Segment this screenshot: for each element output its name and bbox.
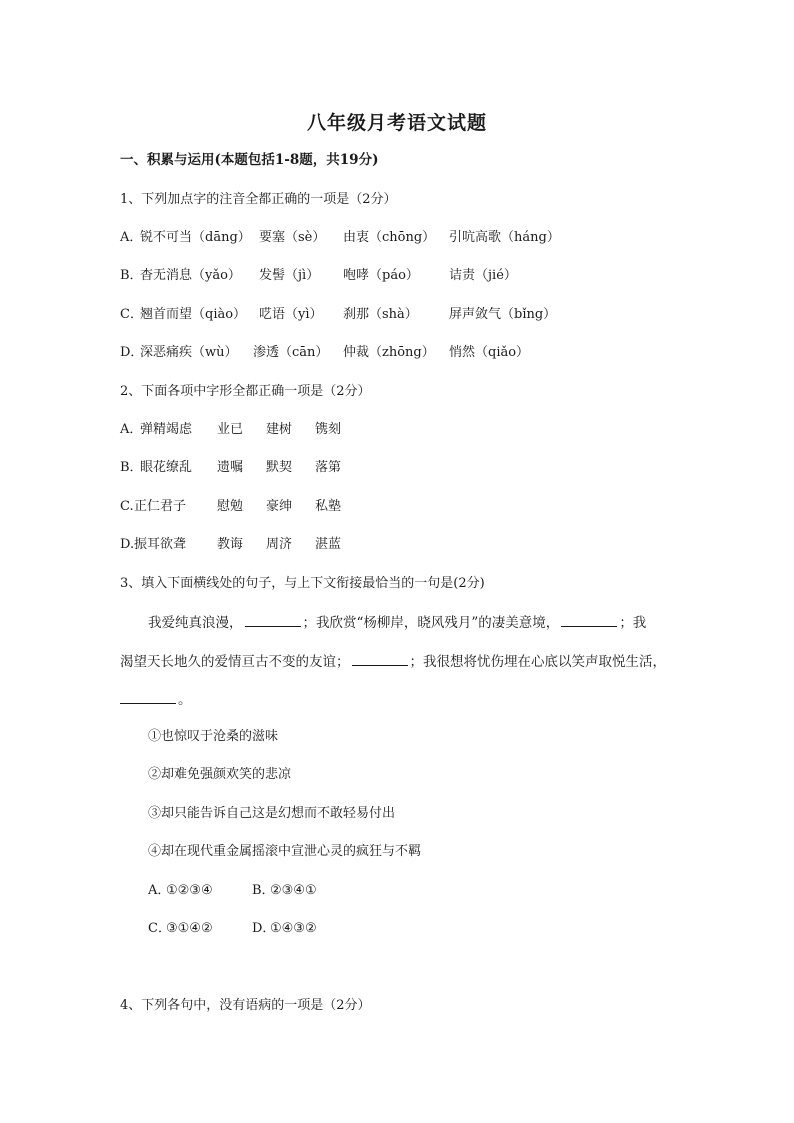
passage-text: ；我欣赏“杨柳岸，晓风残月”的凄美意境， bbox=[302, 615, 560, 631]
option-item: 咆哮（páo） bbox=[343, 268, 419, 283]
option-item: 建树 bbox=[266, 422, 293, 437]
fill-blank-4[interactable] bbox=[120, 690, 176, 704]
option-item: 呓语（yì） bbox=[259, 307, 323, 322]
option-label: A． bbox=[120, 422, 143, 437]
option-item: 渗透（cān） bbox=[253, 345, 329, 360]
option-item: 发髻（jì） bbox=[259, 268, 320, 283]
fill-blank-1[interactable] bbox=[245, 613, 301, 627]
fill-blank-2[interactable] bbox=[561, 613, 617, 627]
option-item: 眼花缭乱 bbox=[140, 460, 193, 475]
option-item: 教诲 bbox=[217, 537, 244, 552]
option-item: 诘责（jié） bbox=[449, 268, 517, 283]
answer-label: D． bbox=[252, 921, 276, 936]
option-item: 湛蓝 bbox=[315, 537, 342, 552]
option-item: 弹精竭虑 bbox=[140, 422, 193, 437]
option-item: 翘首而望（qiào） bbox=[140, 307, 247, 322]
answer-value: ①②③④ bbox=[166, 883, 213, 898]
answer-value: ③①④② bbox=[166, 921, 213, 936]
option-item: 刹那（shà） bbox=[343, 307, 418, 322]
question-3-passage-line-3 bbox=[120, 690, 680, 709]
answer-value: ①④③② bbox=[270, 921, 317, 936]
option-item: 镌刻 bbox=[315, 422, 342, 437]
option-label: C． bbox=[120, 307, 143, 322]
question-2-stem: 2、下面各项中字形全都正确一项是（2分） bbox=[120, 384, 371, 399]
option-item: 业已 bbox=[217, 422, 244, 437]
question-3-choice-2: ②却难免强颜欢笑的悲凉 bbox=[148, 767, 292, 782]
option-label: C. bbox=[120, 499, 134, 514]
option-label: D. bbox=[120, 537, 135, 552]
option-item: 要塞（sè） bbox=[259, 230, 326, 245]
question-3-stem: 3、填入下面横线处的句子，与上下文衔接最恰当的一句是(2分) bbox=[120, 576, 485, 591]
passage-text: 渴望天长地久的爱情亘古不变的友谊； bbox=[120, 654, 350, 670]
option-item: 锐不可当（dāng） bbox=[140, 230, 251, 245]
option-item: 悄然（qiǎo） bbox=[449, 345, 530, 360]
option-item: 正仁君子 bbox=[134, 499, 187, 514]
option-item: 深恶痛疾（wù） bbox=[140, 345, 238, 360]
answer-label: C． bbox=[148, 921, 171, 936]
fill-blank-3[interactable] bbox=[352, 652, 408, 666]
option-item: 由衷（chōng） bbox=[343, 230, 436, 245]
option-label: B． bbox=[120, 268, 143, 283]
option-item: 周济 bbox=[266, 537, 293, 552]
option-item: 落第 bbox=[315, 460, 342, 475]
option-item: 屏声敛气（bǐng） bbox=[449, 307, 557, 322]
question-3-passage-line-1 bbox=[148, 613, 708, 632]
option-item: 引吭高歌（háng） bbox=[449, 230, 560, 245]
question-1-stem: 1、下列加点字的注音全都正确的一项是（2分） bbox=[120, 192, 397, 207]
option-item: 豪绅 bbox=[266, 499, 293, 514]
passage-text: 我爱纯真浪漫， bbox=[148, 615, 243, 631]
answer-value: ②③④① bbox=[270, 883, 317, 898]
option-item: 慰勉 bbox=[217, 499, 244, 514]
option-label: B． bbox=[120, 460, 143, 475]
question-4-stem: 4、下列各句中，没有语病的一项是（2分） bbox=[120, 998, 371, 1013]
passage-text: 。 bbox=[178, 692, 192, 708]
passage-text: ；我 bbox=[619, 615, 647, 631]
page-title: 八年级月考语文试题 bbox=[306, 112, 487, 134]
option-item: 仲裁（zhōng） bbox=[343, 345, 435, 360]
question-3-choice-1: ①也惊叹于沧桑的滋味 bbox=[148, 729, 279, 744]
option-item: 私塾 bbox=[315, 499, 342, 514]
option-label: A． bbox=[120, 230, 143, 245]
answer-label: B． bbox=[252, 883, 275, 898]
section-heading: 一、积累与运用(本题包括1-8题，共19分) bbox=[120, 152, 379, 168]
question-3-passage-line-2 bbox=[120, 652, 680, 671]
option-label: D． bbox=[120, 345, 144, 360]
option-item: 杳无消息（yǎo） bbox=[140, 268, 241, 283]
answer-label: A． bbox=[148, 883, 171, 898]
passage-text: ；我很想将忧伤埋在心底以笑声取悦生活， bbox=[409, 654, 666, 670]
question-3-choice-4: ④却在现代重金属摇滚中宣泄心灵的疯狂与不羁 bbox=[148, 844, 422, 859]
question-3-choice-3: ③却只能告诉自己这是幻想而不敢轻易付出 bbox=[148, 806, 396, 821]
option-item: 振耳欲聋 bbox=[134, 537, 187, 552]
option-item: 遗嘱 bbox=[217, 460, 244, 475]
option-item: 默契 bbox=[266, 460, 293, 475]
